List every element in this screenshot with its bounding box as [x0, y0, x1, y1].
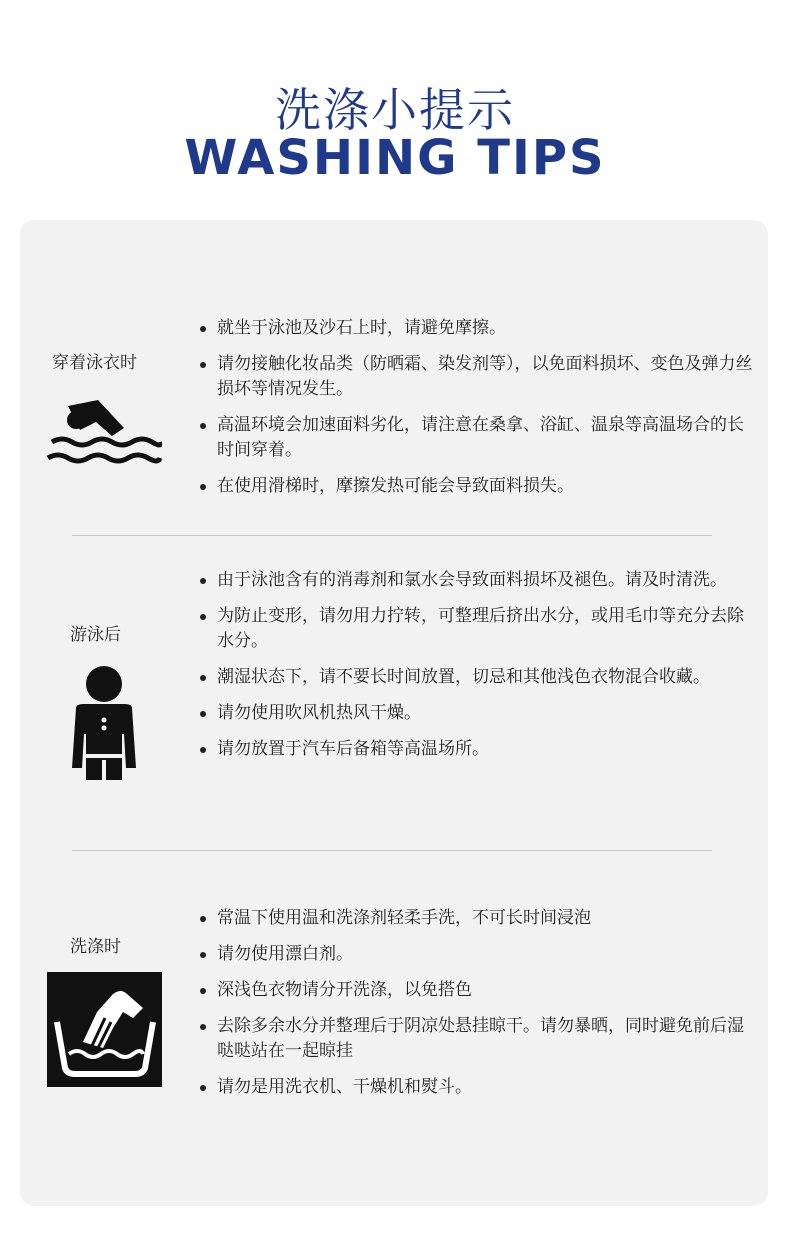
page-title-zh: 洗涤小提示 [275, 83, 515, 137]
tip-item: 去除多余水分并整理后于阴凉处悬挂晾干。请勿暴晒，同时避免前后湿哒哒站在一起晾挂 [198, 1014, 758, 1064]
tip-item: 常温下使用温和洗涤剂轻柔手洗，不可长时间浸泡 [198, 906, 758, 931]
tip-item: 为防止变形，请勿用力拧转，可整理后挤出水分，或用毛巾等充分去除水分。 [198, 604, 758, 654]
tip-item: 请勿放置于汽车后备箱等高温场所。 [198, 737, 758, 762]
section-label: 洗涤时 [70, 937, 121, 957]
tip-item: 深浅色衣物请分开洗涤，以免搭色 [198, 978, 758, 1003]
tip-item: 请勿接触化妆品类（防晒霜、染发剂等），以免面料损坏、变色及弹力丝损坏等情况发生。 [198, 352, 758, 402]
tip-item: 高温环境会加速面料劣化，请注意在桑拿、浴缸、温泉等高温场合的长时间穿着。 [198, 413, 758, 463]
hand-wash-icon [47, 972, 162, 1087]
section-label: 游泳后 [70, 625, 121, 645]
swimmer-icon [46, 398, 162, 464]
section-divider [72, 850, 712, 851]
tips-list [198, 906, 758, 1111]
tips-list [198, 316, 758, 510]
tip-item: 在使用滑梯时，摩擦发热可能会导致面料损失。 [198, 474, 758, 499]
page-title-en: WASHING TIPS [184, 130, 606, 186]
section-divider [72, 535, 712, 536]
tip-item: 潮湿状态下，请不要长时间放置，切忌和其他浅色衣物混合收藏。 [198, 665, 758, 690]
tip-item: 由于泳池含有的消毒剂和氯水会导致面料损坏及褪色。请及时清洗。 [198, 568, 758, 593]
tips-list [198, 568, 758, 773]
tip-item: 请勿使用吹风机热风干燥。 [198, 701, 758, 726]
tips-card [20, 220, 768, 1206]
person-icon [64, 664, 144, 784]
tip-item: 就坐于泳池及沙石上时，请避免摩擦。 [198, 316, 758, 341]
tip-item: 请勿使用漂白剂。 [198, 942, 758, 967]
section-label: 穿着泳衣时 [52, 353, 137, 373]
tip-item: 请勿是用洗衣机、干燥机和熨斗。 [198, 1075, 758, 1100]
